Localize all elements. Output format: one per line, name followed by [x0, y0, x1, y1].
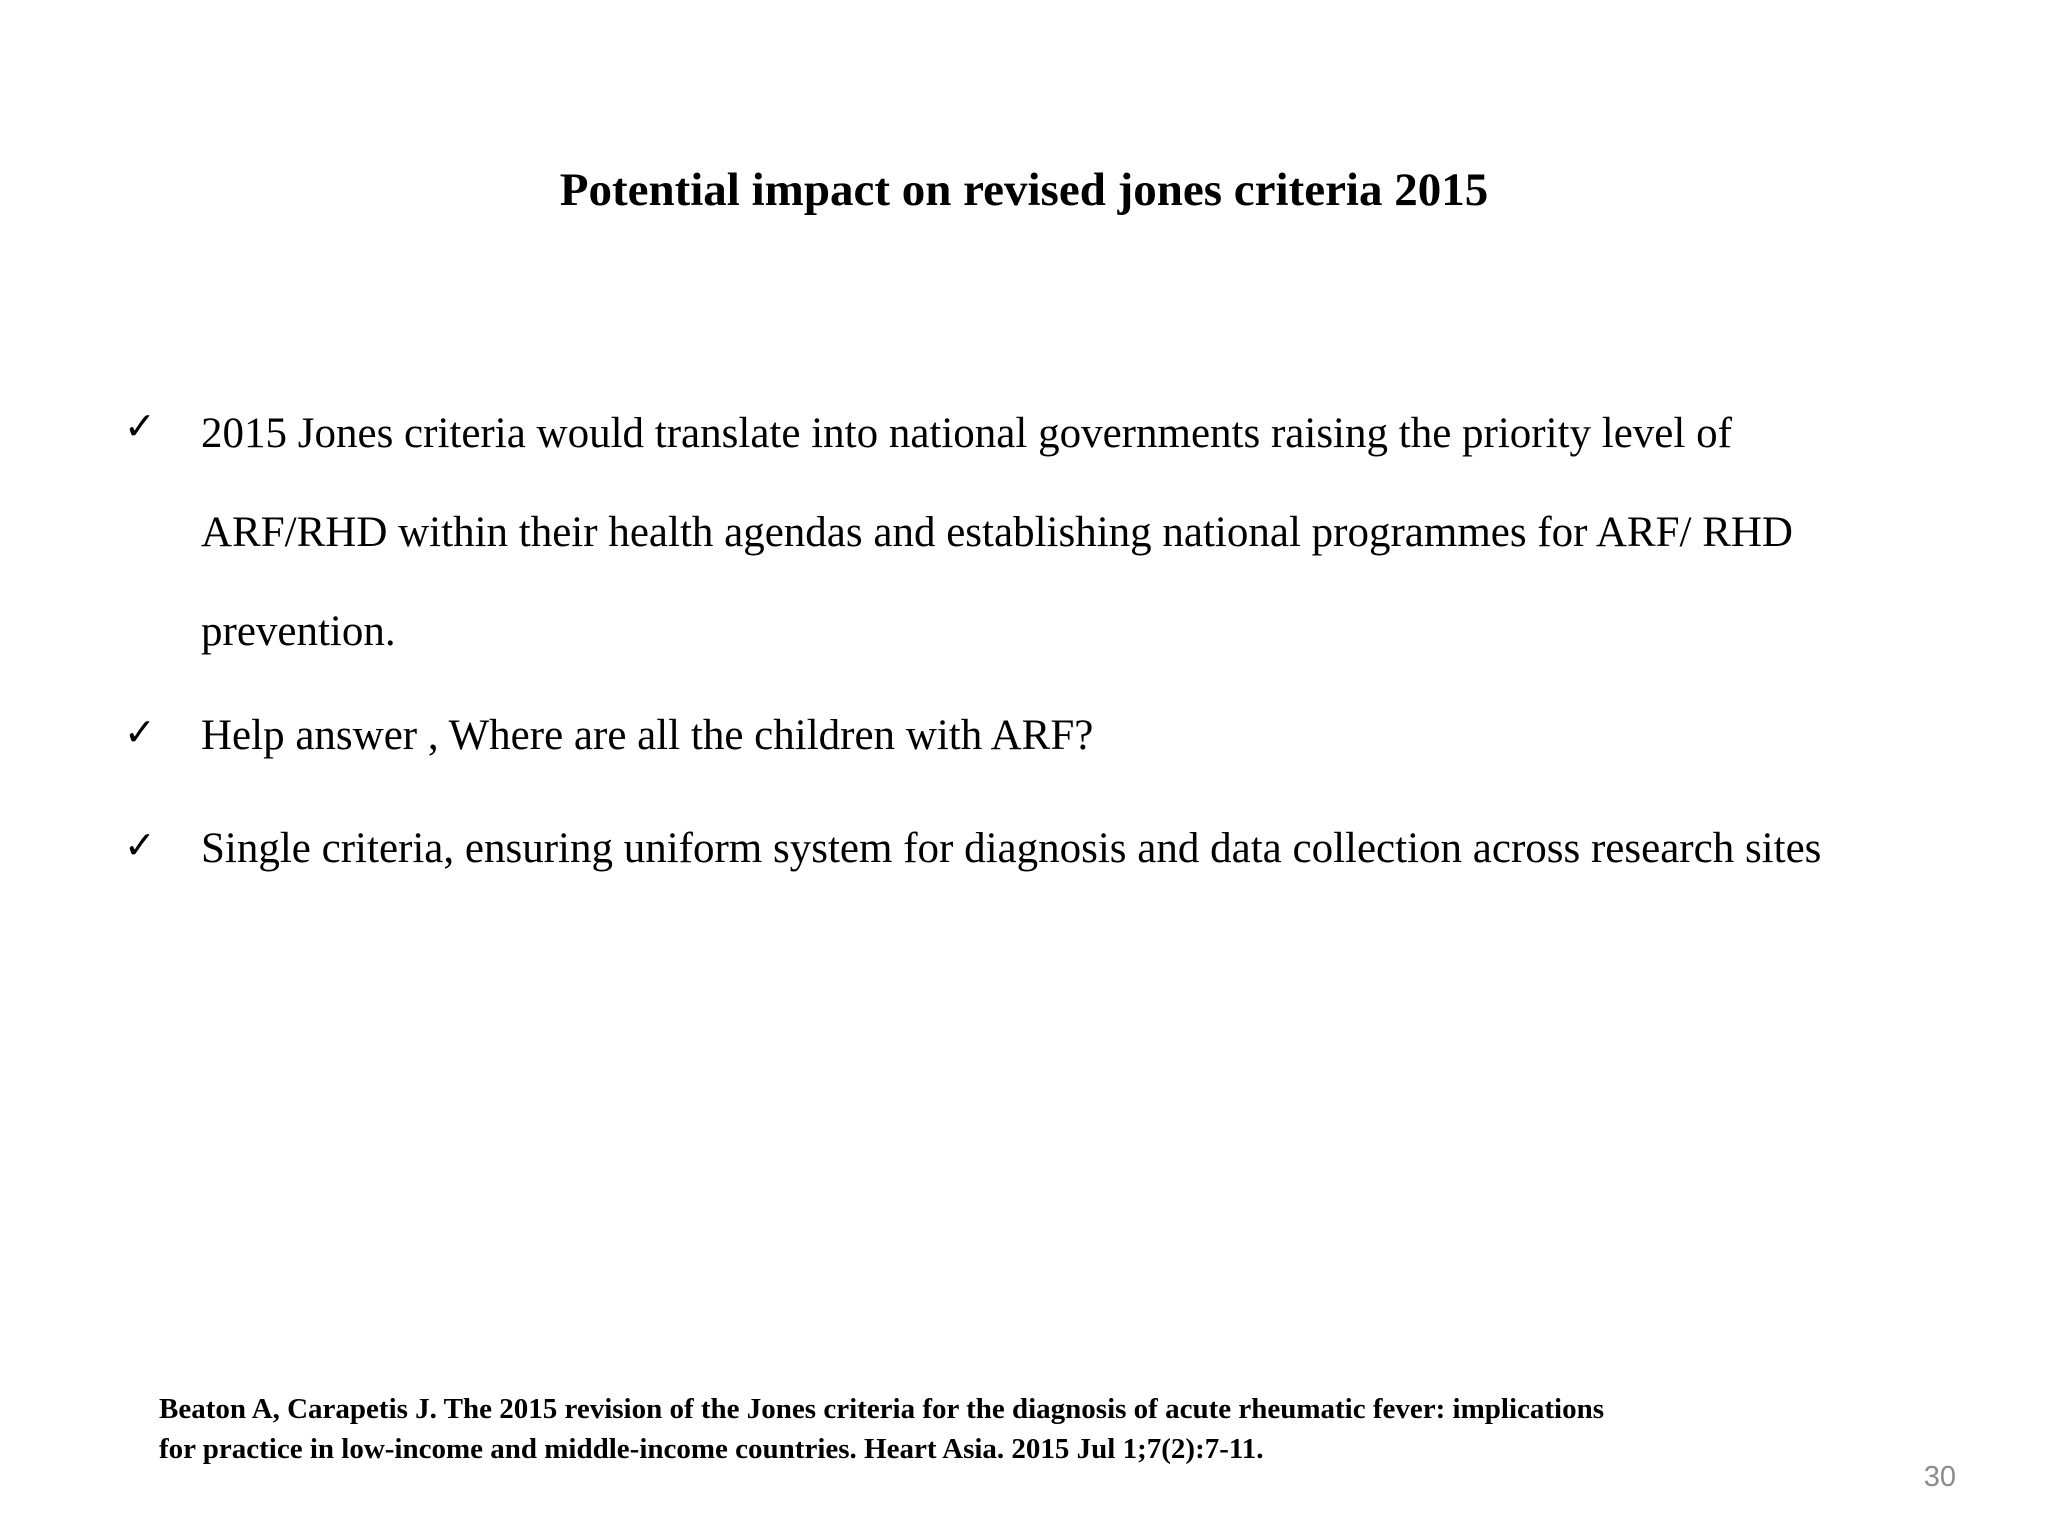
bullet-text	[201, 799, 1981, 898]
slide-title: Potential impact on revised jones criteria 2015	[559, 164, 1489, 216]
bullet-line: prevention.	[201, 608, 396, 655]
reference-line: for practice in low-income and middle-income countries. Heart Asia. 2015 Jul 1;7(2):7-11.	[159, 1433, 1264, 1465]
bullet-text	[201, 686, 1981, 785]
reference-line: Beaton A, Carapetis J. The 2015 revision of the Jones criteria for the diagnosis of acute rheumatic fever: implications	[159, 1393, 1605, 1425]
bullet-line: Help answer , Where are all the children with ARF?	[201, 712, 1094, 759]
bullet-line: ARF/RHD within their health agendas and establishing national programmes for ARF/ RHD	[201, 509, 1793, 556]
checkmark-icon: ✓	[124, 710, 156, 754]
page-number: 30	[1923, 1461, 1956, 1493]
bullet-line: 2015 Jones criteria would translate into national governments raising the priority level of	[201, 410, 1732, 457]
bullet-line: Single criteria, ensuring uniform system for diagnosis and data collection across research sites	[201, 825, 1822, 872]
reference-citation	[159, 1389, 1959, 1469]
checkmark-icon: ✓	[124, 823, 156, 867]
checkmark-icon: ✓	[124, 404, 156, 448]
bullet-text	[201, 384, 1981, 681]
